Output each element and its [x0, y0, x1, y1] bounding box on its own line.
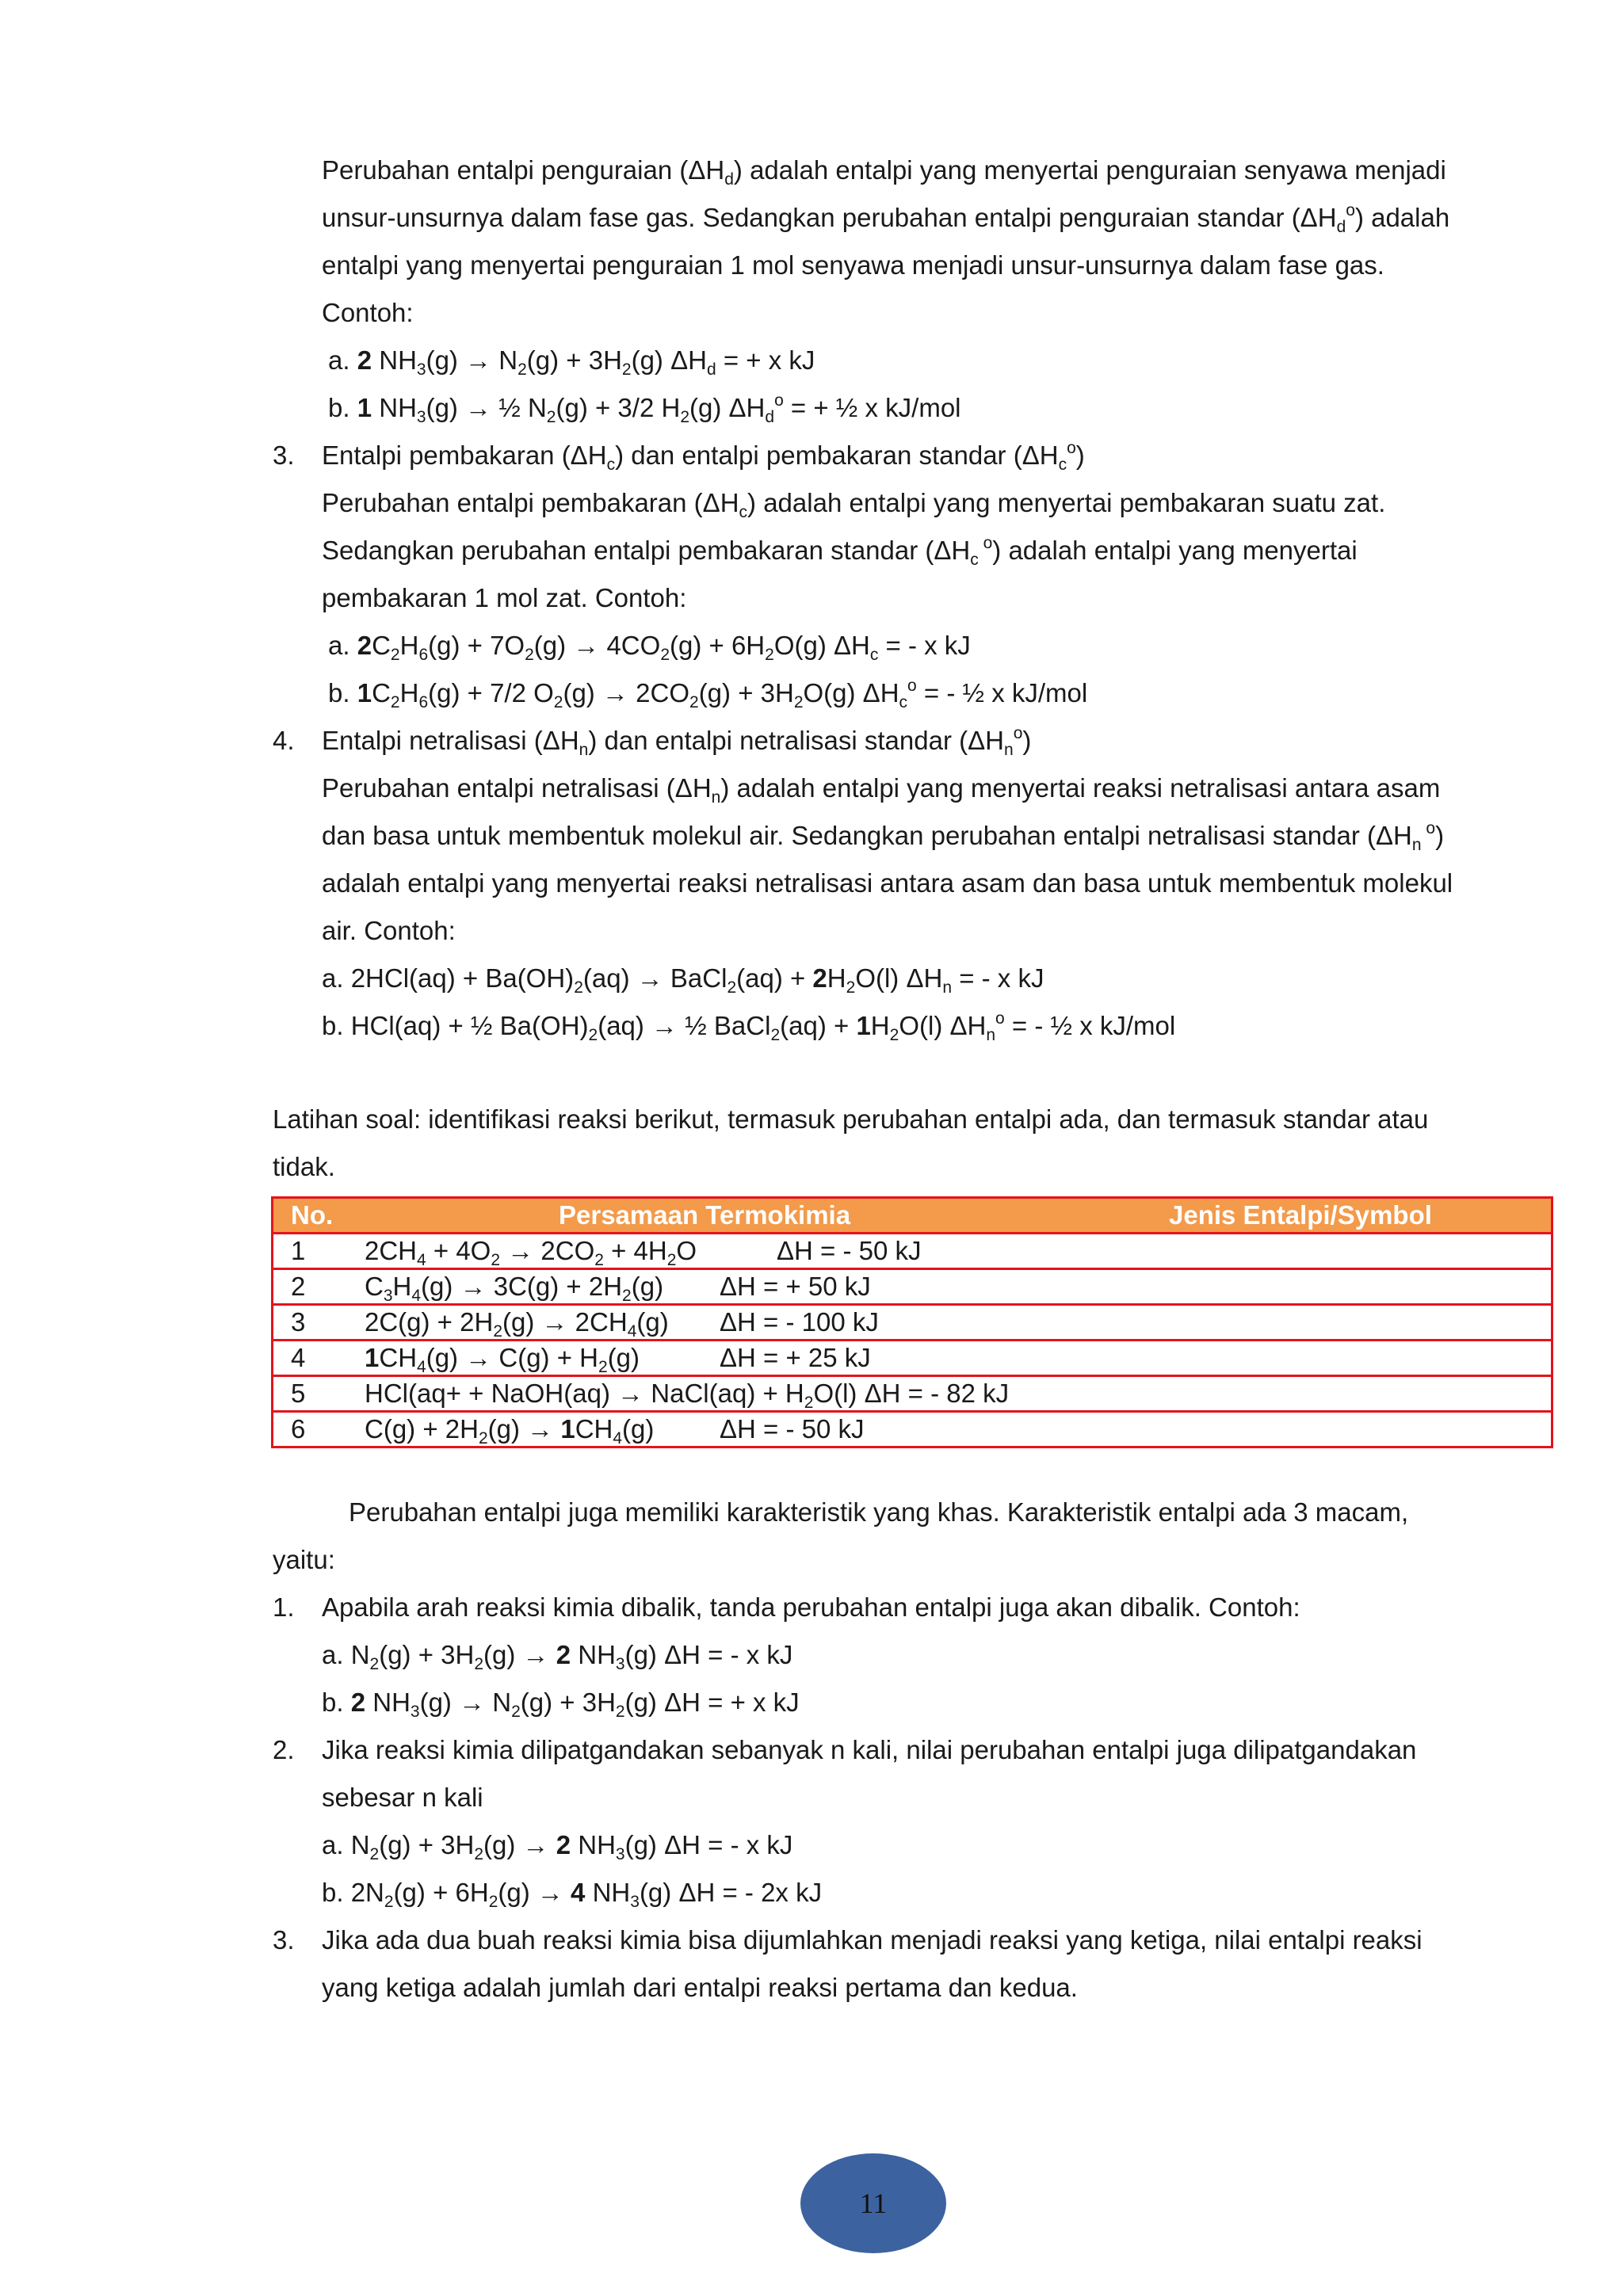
cell-equation — [365, 1234, 697, 1268]
text-line-seg: (aq) + — [780, 1011, 857, 1040]
text-line-seg: = - ½ x kJ/mol — [1004, 1011, 1176, 1040]
text-line-seg: Perubahan entalpi pembakaran (ΔH — [322, 488, 739, 517]
cell-no: 4 — [291, 1343, 306, 1372]
text-line-seg: n — [1411, 836, 1422, 854]
text-line-seg: (g) ΔH = + x kJ — [624, 1688, 800, 1717]
text-line-seg: ) — [1075, 441, 1085, 470]
text-line-seg: (g) + 3/2 H — [556, 393, 681, 422]
text-line-seg: (g) ΔH — [631, 345, 707, 375]
text-line-seg: n — [579, 741, 589, 759]
cell-equation-seg: 3 — [383, 1287, 393, 1305]
text-line-seg: 2 — [390, 646, 400, 664]
text-line-seg: c — [899, 693, 908, 711]
text-line-seg: 2 — [546, 408, 556, 426]
text-line-seg: 3 — [410, 1703, 420, 1721]
text-line-seg: 2 — [727, 978, 737, 997]
text-line-seg: 2 — [357, 631, 372, 660]
text-line-seg: 2 — [357, 345, 372, 375]
text-line-seg: 2 — [660, 646, 670, 664]
cell-delta-h: ΔH = - 50 kJ — [720, 1414, 865, 1444]
text-line-seg: tidak. — [273, 1152, 335, 1181]
text-line-seg: sebesar n kali — [322, 1783, 483, 1812]
text-line-p5 — [322, 487, 1385, 519]
text-line-seg: Perubahan entalpi netralisasi (ΔH — [322, 773, 712, 803]
text-line-seg: b. HCl(aq) + ½ Ba(OH) — [322, 1011, 589, 1040]
text-line-seg: 2 — [369, 1845, 380, 1863]
text-line-seg: (g) → ½ N — [426, 393, 547, 422]
text-line-seg: c — [869, 646, 879, 664]
cell-equation-seg: + 4H — [603, 1236, 667, 1265]
cell-no: 1 — [291, 1236, 306, 1265]
cell-delta-h: ΔH = + 25 kJ — [720, 1343, 871, 1372]
cell-equation-seg: 4 — [411, 1287, 422, 1305]
text-line-seg: O(l) ΔH — [855, 963, 943, 993]
cell-equation-seg: 4 — [627, 1322, 637, 1341]
text-line-seg: (aq) + — [736, 963, 813, 993]
text-line-p2 — [322, 202, 1449, 234]
text-line-seg: 2 — [390, 693, 400, 711]
page-number: 11 — [859, 2187, 888, 2219]
list-number: 2. — [273, 1735, 295, 1764]
text-line-seg: o — [1421, 819, 1436, 837]
text-line-seg: 3 — [416, 360, 426, 379]
cell-equation-seg: (g) → C(g) + H — [426, 1343, 598, 1372]
text-line-seg: = - x kJ — [952, 963, 1044, 993]
cell-equation-seg: H — [392, 1272, 412, 1301]
header-equation: Persamaan Termokimia — [559, 1200, 851, 1230]
text-line-seg: n — [1004, 741, 1014, 759]
text-line-seg: b. — [328, 393, 357, 422]
text-line-seg: c — [739, 503, 748, 521]
cell-equation-seg: 1 — [365, 1343, 380, 1372]
text-line-seg: ) — [1435, 821, 1445, 850]
text-line-seg: 1 — [856, 1011, 871, 1040]
text-line-seg: Entalpi pembakaran (ΔH — [322, 441, 607, 470]
cell-equation-seg: 2CH — [365, 1236, 418, 1265]
text-line-seg: = + ½ x kJ/mol — [783, 393, 961, 422]
text-line-seg: (g) + 3H — [526, 345, 622, 375]
text-line-seg: 2 — [517, 360, 527, 379]
text-line-c2x — [322, 1782, 483, 1814]
cell-equation-seg: (g) — [636, 1307, 669, 1337]
text-line-p6 — [322, 534, 1358, 569]
text-line-p7 — [322, 582, 686, 614]
cell-equation — [365, 1413, 654, 1446]
text-line-seg: H — [827, 963, 846, 993]
text-line-seg: 2 — [812, 963, 827, 993]
text-line-seg: 2 — [793, 693, 804, 711]
text-line-seg: (g) → N — [426, 345, 518, 375]
text-line-seg: 3 — [630, 1893, 640, 1911]
header-type: Jenis Entalpi/Symbol — [1169, 1200, 1432, 1230]
cell-equation — [365, 1270, 663, 1303]
text-line-seg: 2 — [350, 1688, 366, 1717]
table-row — [273, 1413, 1551, 1446]
list-number: 3. — [273, 441, 295, 470]
text-line-seg: (g) ΔH — [689, 393, 766, 422]
cell-equation-seg: (g) → 3C(g) + 2H — [421, 1272, 623, 1301]
text-line-seg: ) dan entalpi pembakaran standar (ΔH — [615, 441, 1059, 470]
text-line-seg: 2 — [488, 1893, 498, 1911]
text-line-seg: H — [399, 678, 419, 707]
text-line-seg: (g) → 4CO — [533, 631, 661, 660]
text-line-c3 — [322, 1924, 1423, 1956]
text-line-seg: NH — [585, 1878, 631, 1907]
text-line-seg: (g) + 6H — [670, 631, 766, 660]
cell-equation-seg: C — [365, 1272, 384, 1301]
cell-equation-seg: 2 — [804, 1394, 814, 1412]
text-line-seg: 2 — [680, 408, 689, 426]
text-line-seg: ) dan entalpi netralisasi standar (ΔH — [588, 726, 1004, 755]
text-line-c1a — [322, 1639, 792, 1671]
text-line-seg: a. — [328, 631, 357, 660]
cell-equation-seg: O(l) ΔH = - 82 kJ — [813, 1379, 1010, 1408]
text-line-seg: 2 — [574, 978, 583, 997]
text-line-seg: b. — [322, 1688, 351, 1717]
text-line-c2b — [322, 1877, 822, 1909]
cell-equation-seg: (g) → 2CH — [502, 1307, 628, 1337]
cell-equation-seg: 2 — [622, 1287, 632, 1305]
cell-equation-seg: 4 — [417, 1358, 426, 1376]
text-line-seg: o — [907, 677, 917, 695]
text-line-seg: Jika reaksi kimia dilipatgandakan sebanyak n kali, nilai perubahan entalpi juga dilipatgandakan — [322, 1735, 1417, 1764]
text-line-seg: (g) → — [483, 1830, 556, 1859]
cell-equation-seg: 2 — [598, 1358, 608, 1376]
cell-equation-seg: (g) — [631, 1272, 664, 1301]
cell-equation-seg: C(g) + 2H — [365, 1414, 479, 1444]
page-number-badge — [800, 2153, 946, 2253]
text-line-seg: NH — [365, 1688, 411, 1717]
text-line-k1 — [349, 1497, 1408, 1528]
cell-delta-h: ΔH = - 50 kJ — [777, 1236, 922, 1265]
text-line-seg: (g) → N — [419, 1688, 512, 1717]
cell-equation-seg: 4 — [417, 1251, 426, 1269]
text-line-p4 — [322, 297, 414, 329]
text-line-seg: (g) → 2CO — [563, 678, 689, 707]
text-line-seg: C — [372, 678, 391, 707]
table-row — [273, 1270, 1551, 1306]
text-line-seg: ) adalah — [1354, 203, 1450, 232]
text-line-seg: (aq) → BaCl — [582, 963, 727, 993]
text-line-eqa3 — [322, 963, 1044, 997]
text-line-seg: o — [1346, 201, 1355, 219]
text-line-seg: 2 — [846, 978, 856, 997]
text-line-p3 — [322, 250, 1384, 281]
text-line-seg: 3 — [416, 408, 426, 426]
cell-equation-seg: (g) — [607, 1343, 640, 1372]
text-line-seg: NH — [372, 345, 417, 375]
cell-equation-seg: → 2CO — [500, 1236, 595, 1265]
cell-equation-seg: 2 — [491, 1251, 501, 1269]
text-line-seg: 2 — [384, 1893, 394, 1911]
text-line-seg: 3 — [615, 1655, 625, 1673]
text-line-seg: pembakaran 1 mol zat. Contoh: — [322, 583, 687, 612]
header-no: No. — [291, 1200, 334, 1230]
text-line-h3 — [322, 439, 1085, 474]
text-line-seg: entalpi yang menyertai penguraian 1 mol senyawa menjadi unsur-unsurnya dalam fase gas. — [322, 250, 1384, 280]
text-line-seg: C — [372, 631, 391, 660]
text-line-seg: 2 — [621, 360, 632, 379]
cell-equation-seg: 2 — [478, 1429, 488, 1447]
cell-no: 2 — [291, 1272, 306, 1301]
text-line-seg: n — [942, 978, 953, 997]
text-line-seg: H — [399, 631, 419, 660]
text-line-p9 — [322, 820, 1444, 852]
text-line-seg: Perubahan entalpi penguraian (ΔH — [322, 155, 725, 185]
cell-equation-seg: 2 — [594, 1251, 604, 1269]
text-line-seg: = - ½ x kJ/mol — [916, 678, 1088, 707]
text-line-seg: adalah entalpi yang menyertai reaksi netralisasi antara asam dan basa untuk membentuk molekul — [322, 868, 1453, 898]
text-line-c1 — [322, 1592, 1300, 1623]
text-line-lat1 — [273, 1104, 1428, 1135]
text-line-seg: NH — [571, 1640, 616, 1669]
cell-equation-seg: CH — [575, 1414, 613, 1444]
cell-equation-seg: CH — [379, 1343, 418, 1372]
text-line-seg: d — [1336, 218, 1346, 236]
text-line-seg: Entalpi netralisasi (ΔH — [322, 726, 579, 755]
text-line-seg: 2 — [474, 1655, 484, 1673]
text-line-seg: 2 — [511, 1703, 521, 1721]
text-line-seg: Contoh: — [322, 298, 414, 327]
text-line-p11 — [322, 915, 456, 947]
text-line-seg: yang ketiga adalah jumlah dari entalpi reaksi pertama dan kedua. — [322, 1973, 1078, 2002]
text-line-seg: unsur-unsurnya dalam fase gas. Sedangkan perubahan entalpi penguraian standar (ΔH — [322, 203, 1337, 232]
table-row — [273, 1341, 1551, 1377]
text-line-seg: ) adalah entalpi yang menyertai reaksi netralisasi antara asam — [720, 773, 1441, 803]
text-line-seg: 6 — [418, 646, 429, 664]
text-line-c3x — [322, 1972, 1078, 2004]
cell-equation-seg: 1 — [560, 1414, 575, 1444]
text-line-eqb3 — [322, 1010, 1175, 1042]
text-line-seg: c — [1058, 456, 1067, 474]
text-line-seg: (g) + 3H — [379, 1830, 475, 1859]
text-line-seg: d — [724, 170, 734, 189]
cell-no: 3 — [291, 1307, 306, 1337]
text-line-seg: NH — [571, 1830, 616, 1859]
cell-equation-seg: 2 — [666, 1251, 677, 1269]
text-line-seg: = + x kJ — [716, 345, 815, 375]
text-line-h4 — [322, 725, 1031, 757]
text-line-p8 — [322, 772, 1441, 807]
text-line-seg: (g) ΔH = - x kJ — [624, 1640, 793, 1669]
text-line-seg: O(g) ΔH — [773, 631, 870, 660]
text-line-eqa1 — [328, 345, 815, 379]
text-line-seg: c — [606, 456, 616, 474]
text-line-seg: 2 — [889, 1026, 899, 1044]
text-line-seg: 2 — [615, 1703, 625, 1721]
cell-equation-seg: HCl(aq+ + NaOH(aq) → NaCl(aq) + H — [365, 1379, 804, 1408]
table-body — [273, 1234, 1551, 1446]
cell-equation-seg: 2C(g) + 2H — [365, 1307, 494, 1337]
text-line-seg: 2 — [525, 646, 534, 664]
text-line-c1b — [322, 1687, 800, 1721]
text-line-seg: d — [706, 360, 716, 379]
text-line-seg: Latihan soal: identifikasi reaksi berikut, termasuk perubahan entalpi ada, dan termasuk standar atau — [273, 1104, 1429, 1134]
cell-delta-h: ΔH = + 50 kJ — [720, 1272, 871, 1301]
text-line-seg: 2 — [474, 1845, 484, 1863]
text-line-seg: air. Contoh: — [322, 916, 456, 945]
text-line-seg: c — [970, 551, 979, 569]
text-line-seg: (g) + 7/2 O — [428, 678, 554, 707]
list-number: 3. — [273, 1925, 295, 1955]
text-line-seg: 3 — [615, 1845, 625, 1863]
text-line-seg: d — [765, 408, 775, 426]
text-line-seg: ) — [1022, 726, 1032, 755]
text-line-seg: a. N — [322, 1640, 370, 1669]
table-row — [273, 1306, 1551, 1341]
text-line-p10 — [322, 868, 1453, 899]
text-line-seg: (g) + 6H — [393, 1878, 489, 1907]
text-line-seg: 1 — [357, 393, 372, 422]
text-line-seg: (g) ΔH = - x kJ — [624, 1830, 793, 1859]
text-line-seg: yaitu: — [273, 1545, 335, 1574]
text-line-seg: 6 — [418, 693, 429, 711]
list-number: 1. — [273, 1592, 295, 1622]
text-line-eqa2 — [328, 630, 971, 662]
text-line-seg: (g) + 3H — [520, 1688, 616, 1717]
text-line-seg: (g) + 7O — [428, 631, 525, 660]
list-number: 4. — [273, 726, 295, 755]
text-line-seg: a. — [328, 345, 357, 375]
text-line-seg: 2 — [553, 693, 563, 711]
text-line-seg: 2 — [689, 693, 699, 711]
text-line-lat2 — [273, 1151, 335, 1183]
cell-no: 6 — [291, 1414, 306, 1444]
text-line-seg: 2 — [770, 1026, 781, 1044]
text-line-seg: ) adalah entalpi yang menyertai pembakaran suatu zat. — [747, 488, 1386, 517]
text-line-seg: (g) + 3H — [698, 678, 794, 707]
cell-no: 5 — [291, 1379, 306, 1408]
text-line-seg: dan basa untuk membentuk molekul air. Sedangkan perubahan entalpi netralisasi standar (ΔH — [322, 821, 1412, 850]
text-line-seg: (aq) → ½ BaCl — [598, 1011, 771, 1040]
text-line-seg: o — [1067, 439, 1076, 457]
table-row — [273, 1234, 1551, 1270]
text-line-seg: o — [995, 1009, 1005, 1028]
table-header-row — [273, 1199, 1551, 1234]
cell-equation-seg: 4 — [613, 1429, 623, 1447]
text-line-seg: 1 — [357, 678, 372, 707]
text-line-eqb1 — [328, 392, 961, 424]
text-line-p1 — [322, 154, 1446, 189]
cell-delta-h: ΔH = - 100 kJ — [720, 1307, 879, 1337]
text-line-seg: ) adalah entalpi yang menyertai penguraian senyawa menjadi — [733, 155, 1446, 185]
text-line-seg: 2 — [588, 1026, 598, 1044]
thermochemistry-table — [271, 1196, 1553, 1448]
cell-equation-seg: (g) — [622, 1414, 655, 1444]
cell-equation-seg: + 4O — [426, 1236, 491, 1265]
text-line-seg: NH — [372, 393, 417, 422]
text-line-seg: 2 — [765, 646, 774, 664]
text-line-seg: (g) → — [498, 1878, 571, 1907]
text-line-seg: O(l) ΔH — [899, 1011, 987, 1040]
text-line-seg: O(g) ΔH — [803, 678, 899, 707]
text-line-seg: n — [711, 788, 721, 807]
text-line-seg: Apabila arah reaksi kimia dibalik, tanda perubahan entalpi juga akan dibalik. Contoh: — [322, 1592, 1300, 1622]
text-line-seg: H — [870, 1011, 890, 1040]
text-line-seg: ) adalah entalpi yang menyertai — [992, 536, 1358, 565]
cell-equation-seg: (g) → — [487, 1414, 561, 1444]
text-line-seg: b. 2N — [322, 1878, 384, 1907]
text-line-seg: = - x kJ — [878, 631, 971, 660]
cell-equation-seg: O — [676, 1236, 697, 1265]
cell-equation-seg: 2 — [493, 1322, 502, 1341]
text-line-k2 — [273, 1544, 335, 1576]
text-line-c2a — [322, 1829, 792, 1861]
text-line-seg: b. — [328, 678, 357, 707]
cell-equation — [365, 1306, 669, 1339]
cell-equation — [365, 1377, 1009, 1410]
text-line-seg: (g) + 3H — [379, 1640, 475, 1669]
text-line-c2 — [322, 1734, 1416, 1766]
text-line-eqb2 — [328, 677, 1087, 709]
text-line-seg: o — [1013, 724, 1023, 742]
cell-equation — [365, 1341, 640, 1375]
text-line-seg: 4 — [571, 1878, 586, 1907]
text-line-seg: o — [978, 534, 993, 552]
text-line-seg: a. N — [322, 1830, 370, 1859]
table-row — [273, 1377, 1551, 1413]
text-line-seg: 2 — [556, 1830, 571, 1859]
text-line-seg: Jika ada dua buah reaksi kimia bisa dijumlahkan menjadi reaksi yang ketiga, nilai entalpi reaksi — [322, 1925, 1423, 1955]
text-line-seg: a. 2HCl(aq) + Ba(OH) — [322, 963, 575, 993]
text-line-seg: 2 — [369, 1655, 380, 1673]
text-line-seg: 2 — [556, 1640, 571, 1669]
text-line-seg: (g) ΔH = - 2x kJ — [639, 1878, 823, 1907]
text-line-seg: Perubahan entalpi juga memiliki karakteristik yang khas. Karakteristik entalpi ada 3 macam, — [349, 1497, 1409, 1527]
text-line-seg: o — [774, 391, 784, 410]
text-line-seg: Sedangkan perubahan entalpi pembakaran standar (ΔH — [322, 536, 971, 565]
text-line-seg: n — [986, 1026, 996, 1044]
text-line-seg: (g) → — [483, 1640, 556, 1669]
